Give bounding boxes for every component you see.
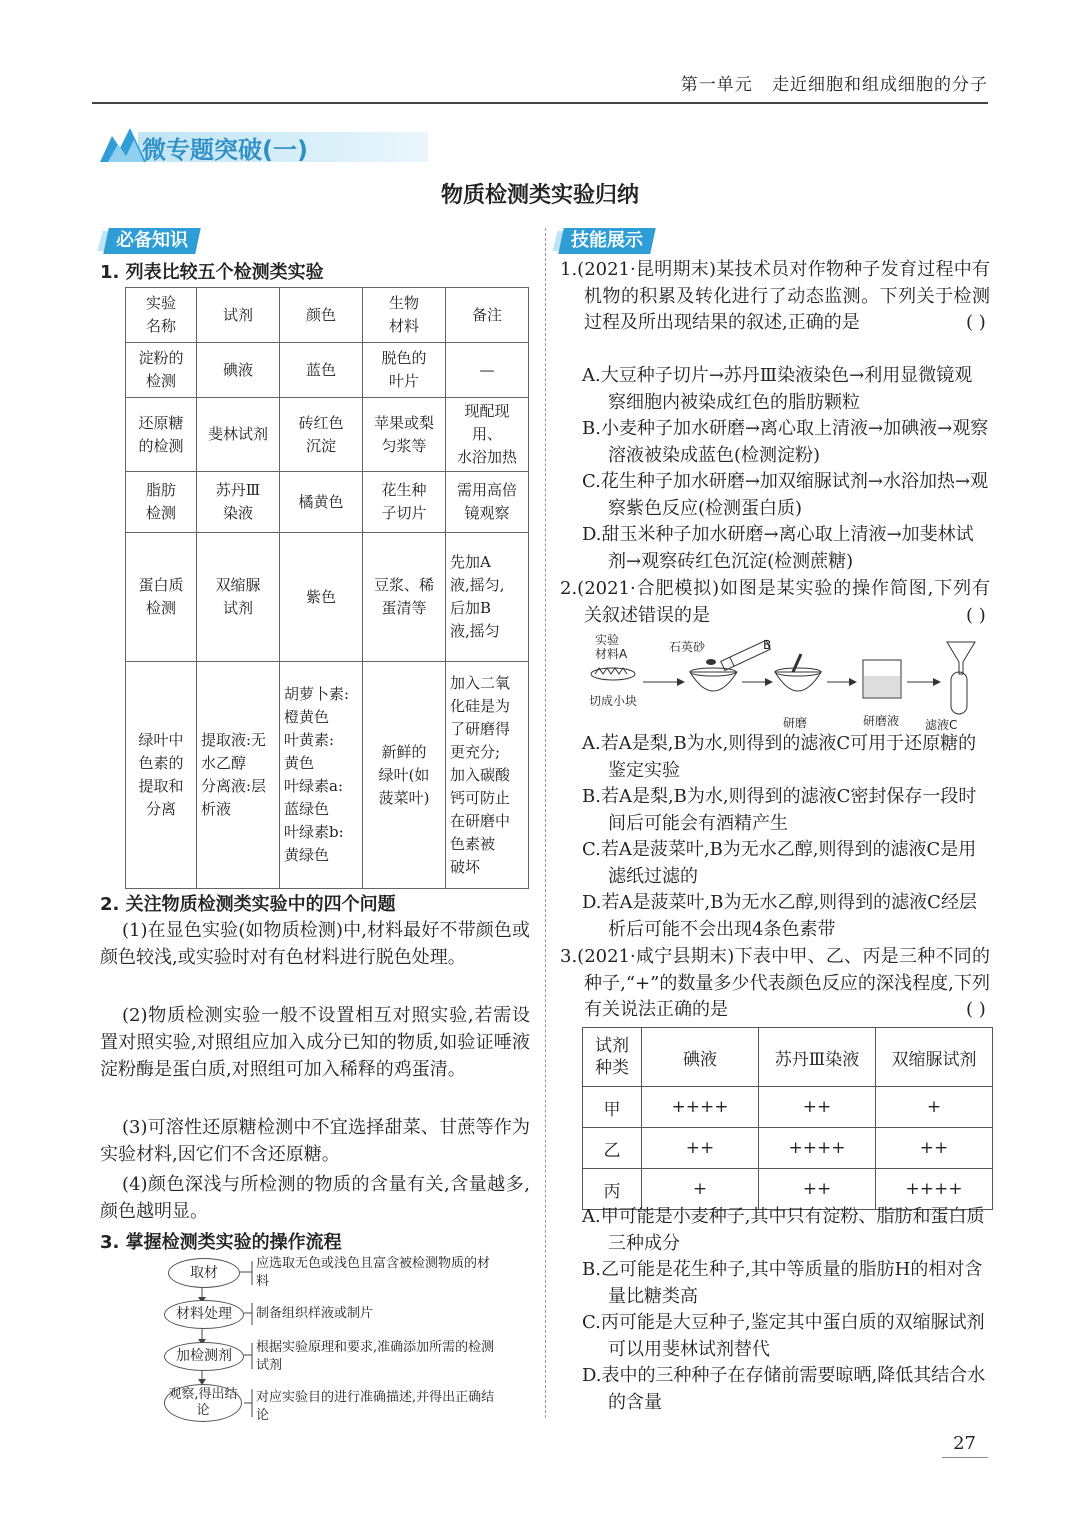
table-cell: ++++ — [642, 1087, 759, 1128]
table-cell: 甲 — [583, 1087, 642, 1128]
fig-label-cut: 切成小块 — [589, 694, 638, 708]
q2-option-a: A.若A是梨,B为水,则得到的滤液C可用于还原糖的鉴定实验 — [582, 733, 977, 781]
table-cell: 脱色的 叶片 — [363, 343, 446, 398]
table-cell: ++++ — [759, 1128, 876, 1169]
table-cell: 蓝色 — [280, 343, 363, 398]
table-cell: 砖红色 沉淀 — [280, 398, 363, 472]
paragraph-2: (2)物质检测实验一般不设置相互对照实验,若需设置对照实验,对照组应加入成分已知的物质,如验证唾液淀粉酶是蛋白质,对照组可加入稀释的鸡蛋清。 — [100, 1005, 530, 1080]
table-cell: 新鲜的 绿叶(如 菠菜叶) — [363, 662, 446, 889]
fig-text: A — [619, 647, 628, 661]
question-2-stem: 2.(2021·合肥模拟)如图是某实验的操作简图,下列有关叙述错误的是 — [560, 578, 990, 626]
table-cell: 紫色 — [280, 533, 363, 662]
table-row — [583, 1087, 993, 1128]
q3-option-a: A.甲可能是小麦种子,其中只有淀粉、脂肪和蛋白质三种成分 — [582, 1206, 985, 1254]
flow-note-4: 对应实验目的进行准确描述,并得出正确结论 — [256, 1390, 495, 1423]
q1-option-a: A.大豆种子切片→苏丹Ⅲ染液染色→利用显微镜观察细胞内被染成红色的脂肪颗粒 — [582, 365, 973, 413]
header-rule — [92, 102, 988, 104]
q3-option-d: D.表中的三种种子在存储前需要晾晒,降低其结合水的含量 — [582, 1365, 986, 1413]
fig-text: 实验 — [595, 633, 620, 647]
q2-option-b: B.若A是梨,B为水,则得到的滤液C密封保存一段时间后可能会有酒精产生 — [582, 786, 977, 834]
section-tag-label: 必备知识 — [116, 230, 188, 251]
heading-2: 2. 关注物质检测类实验中的四个问题 — [100, 894, 396, 915]
table-cell: 需用高倍 镜观察 — [446, 472, 529, 533]
header-unit: 第一单元 — [680, 75, 753, 95]
table-cell: 脂肪 检测 — [126, 472, 197, 533]
section-tag-label: 技能展示 — [571, 230, 643, 251]
table-header-row — [126, 288, 529, 343]
q1-option-b: B.小麦种子加水研磨→离心取上清液→加碘液→观察溶液被染成蓝色(检测淀粉) — [582, 418, 989, 466]
table-cell: ++ — [759, 1087, 876, 1128]
table-cell: 丙 — [583, 1169, 642, 1210]
header-cell: 备注 — [446, 288, 529, 343]
table-cell: 现配现用、 水浴加热 — [446, 398, 529, 472]
table-header-row — [583, 1028, 993, 1087]
page-number: 27 — [953, 1433, 976, 1454]
table-cell: 橘黄色 — [280, 472, 363, 533]
table-cell: 双缩脲 试剂 — [197, 533, 280, 662]
paragraph-3: (3)可溶性还原糖检测中不宜选择甜菜、甘蔗等作为实验材料,因它们不含还原糖。 — [100, 1117, 530, 1165]
table-cell: 苏丹Ⅲ 染液 — [197, 472, 280, 533]
table-cell: 提取液:无 水乙醇 分离液:层 析液 — [197, 662, 280, 889]
operation-flowchart — [160, 1255, 530, 1425]
header-cell: 试剂 种类 — [583, 1028, 642, 1087]
flow-note-2: 制备组织样液或制片 — [256, 1306, 374, 1321]
q2-option-d: D.若A是菠菜叶,B为无水乙醇,则得到的滤液C经层析后可能不会出现4条色素带 — [582, 892, 977, 940]
heading-3: 3. 掌握检测类实验的操作流程 — [100, 1232, 342, 1253]
comparison-table — [125, 287, 529, 889]
table-cell: ++ — [642, 1128, 759, 1169]
flow-step-1: 取材 — [168, 1258, 240, 1288]
fig-label-grind: 研磨 — [783, 716, 808, 730]
question-1-stem: 1.(2021·昆明期末)某技术员对作物种子发育过程中有机物的积累及转化进行了动态监测。下列关于检测过程及所出现结果的叙述,正确的是 — [560, 259, 990, 333]
table-row — [126, 662, 529, 889]
table-row — [126, 398, 529, 472]
fig-label-material — [595, 633, 627, 661]
flow-note-3: 根据实验原理和要求,准确添加所需的检测试剂 — [256, 1340, 495, 1373]
header-cell: 颜色 — [280, 288, 363, 343]
header-cell: 试剂 — [197, 288, 280, 343]
table-row — [126, 343, 529, 398]
header-cell: 实验 名称 — [126, 288, 197, 343]
header-cell: 苏丹Ⅲ染液 — [759, 1028, 876, 1087]
table-cell: 碘液 — [197, 343, 280, 398]
flow-step-4: 观察,得出结论 — [164, 1384, 242, 1422]
table-cell: 蛋白质 检测 — [126, 533, 197, 662]
table-cell: 斐林试剂 — [197, 398, 280, 472]
page-title: 物质检测类实验归纳 — [440, 183, 639, 208]
table-cell: ++ — [759, 1169, 876, 1210]
table-cell: 乙 — [583, 1128, 642, 1169]
table-cell: 豆浆、稀 蛋清等 — [363, 533, 446, 662]
table-row — [583, 1128, 993, 1169]
table-cell: 绿叶中 色素的 提取和 分离 — [126, 662, 197, 889]
topic-banner-text: 微专题突破(一) — [142, 136, 308, 164]
question-3: 3.(2021·咸宁县期末)下表中甲、乙、丙是三种不同的种子,“+”的数量多少代表颜色反应的深浅程度,下列有关说法正确的是 ( ) — [560, 946, 990, 1020]
header-cell: 生物 材料 — [363, 288, 446, 343]
table-cell: + — [642, 1169, 759, 1210]
table-row — [126, 533, 529, 662]
column-divider — [545, 228, 546, 1418]
q1-option-c: C.花生种子加水研磨→加双缩脲试剂→水浴加热→观察紫色反应(检测蛋白质) — [582, 471, 989, 519]
table-cell: 胡萝卜素: 橙黄色 叶黄素: 黄色 叶绿素a: 蓝绿色 叶绿素b: 黄绿色 — [280, 662, 363, 889]
question-1: 1.(2021·昆明期末)某技术员对作物种子发育过程中有机物的积累及转化进行了动态监测。下列关于检测过程及所出现结果的叙述,正确的是 ( ) — [560, 259, 990, 333]
flow-step-2: 材料处理 — [164, 1300, 244, 1329]
q2-option-c: C.若A是菠菜叶,B为无水乙醇,则得到的滤液C是用滤纸过滤的 — [582, 839, 977, 887]
seed-table — [582, 1027, 993, 1210]
paragraph-1: (1)在显色实验(如物质检测)中,材料最好不带颜色或颜色较浅,或实验时对有色材料进行脱色处理。 — [100, 920, 530, 968]
running-header — [681, 70, 988, 95]
table-cell: — — [446, 343, 529, 398]
table-cell: 还原糖 的检测 — [126, 398, 197, 472]
mountain-icon — [100, 128, 146, 164]
table-cell: 花生种 子切片 — [363, 472, 446, 533]
table-row — [126, 472, 529, 533]
table-cell: 淀粉的 检测 — [126, 343, 197, 398]
heading-1: 1. 列表比较五个检测类实验 — [100, 262, 324, 283]
header-cell: 碘液 — [642, 1028, 759, 1087]
table-cell: 苹果或梨 匀浆等 — [363, 398, 446, 472]
page-number-rule — [942, 1457, 988, 1458]
experiment-figure — [585, 632, 990, 732]
q1-option-d: D.甜玉米种子加水研磨→离心取上清液→加斐林试剂→观察砖红色沉淀(检测蔗糖) — [582, 524, 974, 572]
table-cell: 先加A 液,摇匀, 后加B 液,摇匀 — [446, 533, 529, 662]
q3-option-b: B.乙可能是花生种子,其中等质量的脂肪H的相对含量比糖类高 — [582, 1259, 983, 1307]
fig-label-b: B — [763, 638, 772, 652]
header-title: 走近细胞和组成细胞的分子 — [772, 75, 988, 95]
fig-label-filtrate: 滤液C — [925, 718, 958, 732]
flow-note-1: 应选取无色或浅色且富含被检测物质的材料 — [256, 1256, 491, 1289]
table-cell: ++++ — [876, 1169, 993, 1210]
table-cell: ++ — [876, 1128, 993, 1169]
table-cell: 加入二氧 化硅是为 了研磨得 更充分; 加入碳酸 钙可防止 在研磨中 色素被 破坏 — [446, 662, 529, 889]
question-2: 2.(2021·合肥模拟)如图是某实验的操作简图,下列有关叙述错误的是 ( ) — [560, 578, 990, 626]
header-cell: 双缩脲试剂 — [876, 1028, 993, 1087]
paragraph-4: (4)颜色深浅与所检测的物质的含量有关,含量越多,颜色越明显。 — [100, 1174, 530, 1222]
flow-step-3: 加检测剂 — [164, 1342, 244, 1371]
fig-text: 材料 — [595, 647, 620, 661]
fig-label-liquid: 研磨液 — [863, 714, 900, 728]
q3-option-c: C.丙可能是大豆种子,鉴定其中蛋白质的双缩脲试剂可以用斐林试剂替代 — [582, 1312, 985, 1360]
fig-label-quartz: 石英砂 — [669, 640, 706, 654]
table-cell: + — [876, 1087, 993, 1128]
question-3-stem: 3.(2021·咸宁县期末)下表中甲、乙、丙是三种不同的种子,“+”的数量多少代表颜色反应的深浅程度,下列有关说法正确的是 — [560, 946, 990, 1020]
